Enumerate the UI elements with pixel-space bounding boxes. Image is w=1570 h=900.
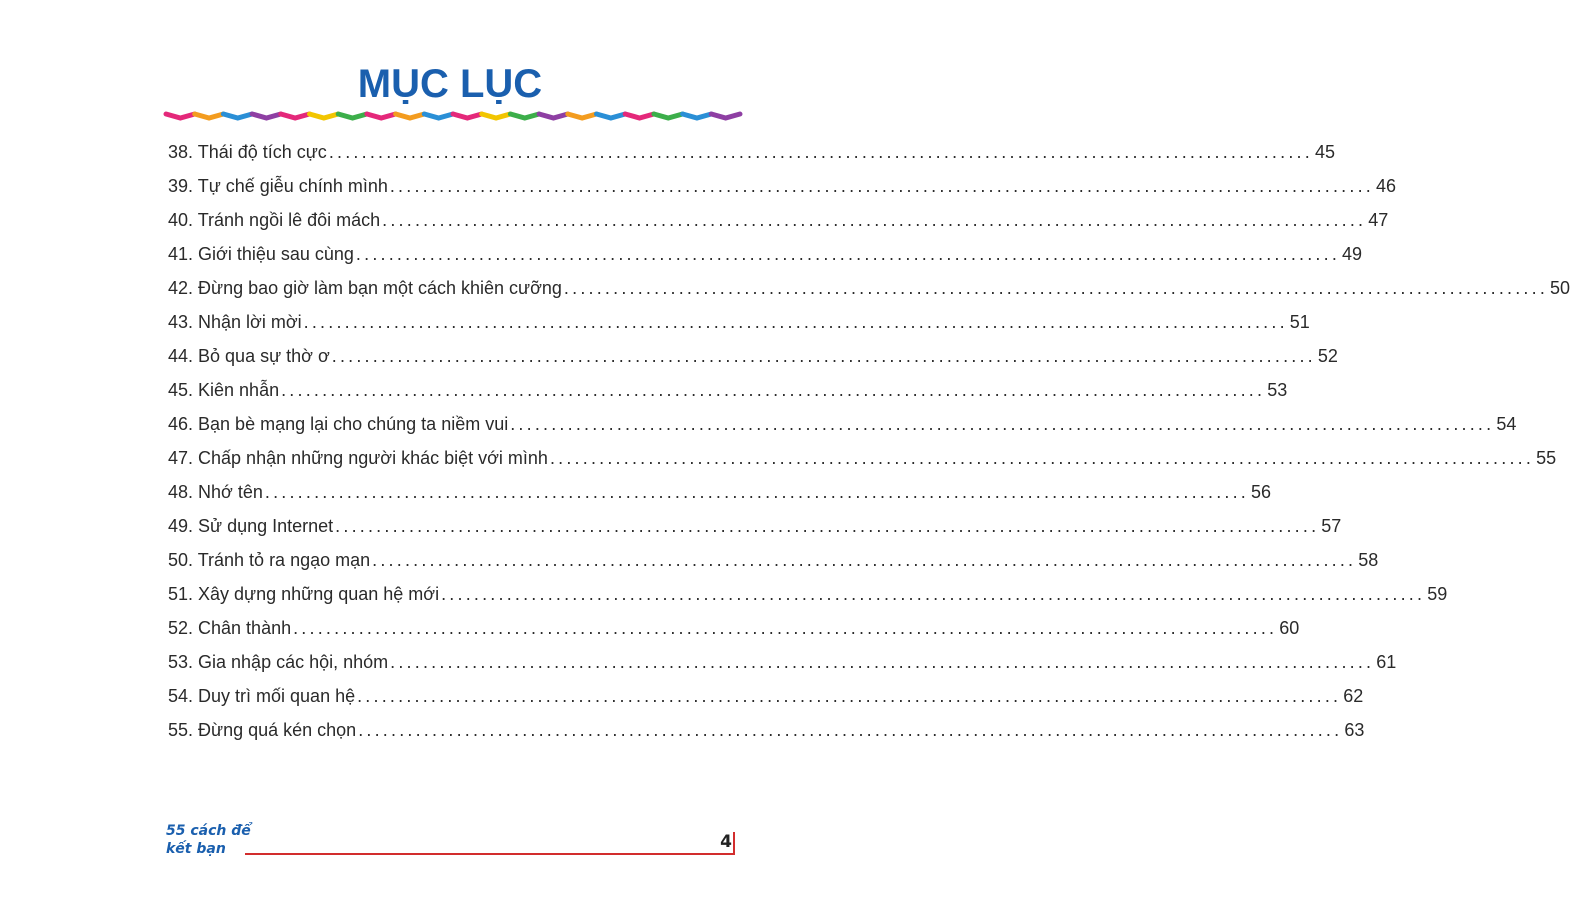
toc-entry-label: 42. Đừng bao giờ làm bạn một cách khiên cưỡng — [168, 278, 562, 298]
toc-entry-page: 51 — [1289, 312, 1310, 332]
toc-entry — [168, 516, 1342, 550]
book-title-line-2: kết bạn — [166, 841, 226, 857]
table-of-contents — [168, 142, 1570, 754]
stripe-segment — [539, 114, 568, 118]
stripe-segment — [711, 114, 740, 118]
toc-leader-dots: ........................................................................................................................ — [331, 346, 1316, 366]
footer-rule-vertical — [733, 832, 735, 855]
toc-entry — [168, 550, 1379, 584]
toc-entry — [168, 618, 1300, 652]
stripe-segment — [568, 114, 597, 118]
toc-entry-label: 47. Chấp nhận những người khác biệt với mình — [168, 448, 548, 468]
toc-entry-page: 53 — [1267, 380, 1288, 400]
toc-entry — [168, 244, 1363, 278]
page-number: 4 — [720, 832, 732, 852]
toc-entry-page: 52 — [1317, 346, 1338, 366]
toc-leader-dots: ........................................................................................................................ — [382, 210, 1367, 230]
toc-entry — [168, 414, 1517, 448]
stripe-segment — [510, 114, 539, 118]
toc-entry — [168, 448, 1557, 482]
toc-entry — [168, 652, 1397, 686]
footer-rule — [245, 853, 733, 855]
toc-entry-label: 54. Duy trì mối quan hệ — [168, 686, 356, 706]
toc-entry-label: 45. Kiên nhẫn — [168, 380, 280, 400]
toc-entry-label: 43. Nhận lời mời — [168, 312, 302, 332]
toc-leader-dots: ........................................................................................................................ — [303, 312, 1288, 332]
decorative-zigzag-stripe — [166, 108, 740, 124]
toc-leader-dots: ........................................................................................................................ — [358, 720, 1343, 740]
toc-leader-dots: ........................................................................................................................ — [441, 584, 1426, 604]
toc-entry-page: 45 — [1314, 142, 1335, 162]
toc-entry-page: 60 — [1279, 618, 1300, 638]
toc-leader-dots: ........................................................................................................................ — [328, 142, 1313, 162]
stripe-segment — [252, 114, 281, 118]
toc-leader-dots: ........................................................................................................................ — [549, 448, 1535, 468]
toc-entry-page: 61 — [1376, 652, 1397, 672]
toc-entry — [168, 482, 1272, 516]
toc-entry-label: 39. Tự chế giễu chính mình — [168, 176, 388, 196]
toc-leader-dots: ........................................................................................................................ — [357, 686, 1342, 706]
toc-entry-page: 57 — [1321, 516, 1342, 536]
toc-leader-dots: ........................................................................................................................ — [293, 618, 1278, 638]
toc-leader-dots: ........................................................................................................................ — [563, 278, 1549, 298]
toc-entry-page: 50 — [1550, 278, 1570, 298]
stripe-segment — [683, 114, 712, 118]
toc-entry-page: 56 — [1251, 482, 1272, 502]
toc-leader-dots: ........................................................................................................................ — [264, 482, 1249, 502]
book-title-line-1: 55 cách để — [166, 823, 251, 839]
toc-entry-label: 55. Đừng quá kén chọn — [168, 720, 357, 740]
toc-entry-page: 46 — [1375, 176, 1397, 196]
toc-entry-page: 54 — [1496, 414, 1517, 434]
stripe-segment — [166, 114, 195, 118]
toc-leader-dots: ........................................................................................................................ — [510, 414, 1495, 434]
toc-entry-page: 49 — [1342, 244, 1363, 264]
page-title: MỤC LỤC — [357, 62, 543, 106]
toc-entry-page: 47 — [1368, 210, 1389, 230]
toc-leader-dots: ........................................................................................................................ — [335, 516, 1320, 536]
toc-entry-page: 63 — [1344, 720, 1365, 740]
toc-entry-label: 40. Tránh ngồi lê đôi mách — [168, 210, 381, 230]
stripe-segment — [396, 114, 425, 118]
toc-entry — [168, 346, 1338, 380]
toc-leader-dots: ........................................................................................................................ — [389, 176, 1374, 196]
toc-entry-label: 50. Tránh tỏ ra ngạo mạn — [168, 550, 371, 570]
stripe-segment — [367, 114, 396, 118]
toc-entry — [168, 278, 1570, 312]
toc-entry — [168, 176, 1397, 210]
stripe-segment — [424, 114, 453, 118]
toc-entry-page: 62 — [1343, 686, 1364, 706]
stripe-segment — [223, 114, 252, 118]
stripe-segment — [195, 114, 224, 118]
toc-entry-label: 44. Bỏ qua sự thờ ơ — [168, 346, 330, 366]
toc-leader-dots: ........................................................................................................................ — [390, 652, 1375, 672]
stripe-segment — [453, 114, 482, 118]
toc-entry-label: 41. Giới thiệu sau cùng — [168, 244, 354, 264]
toc-entry — [168, 210, 1389, 244]
book-title — [166, 822, 256, 858]
toc-entry — [168, 142, 1335, 176]
stripe-segment — [281, 114, 310, 118]
toc-entry-label: 48. Nhớ tên — [168, 482, 263, 502]
toc-entry-label: 53. Gia nhập các hội, nhóm — [168, 652, 389, 672]
stripe-segment — [625, 114, 654, 118]
toc-entry-page: 58 — [1358, 550, 1379, 570]
toc-entry — [168, 686, 1364, 720]
toc-entry — [168, 720, 1365, 754]
toc-entry-label: 38. Thái độ tích cực — [168, 142, 327, 162]
toc-entry-label: 46. Bạn bè mạng lại cho chúng ta niềm vui — [168, 414, 509, 434]
toc-leader-dots: ........................................................................................................................ — [281, 380, 1266, 400]
toc-entry — [168, 312, 1310, 346]
toc-entry-page: 59 — [1427, 584, 1448, 604]
stripe-segment — [338, 114, 367, 118]
toc-leader-dots: ........................................................................................................................ — [372, 550, 1357, 570]
toc-entry-label: 49. Sử dụng Internet — [168, 516, 334, 536]
toc-leader-dots: ........................................................................................................................ — [355, 244, 1341, 264]
toc-entry-label: 51. Xây dựng những quan hệ mới — [168, 584, 440, 604]
toc-entry — [168, 380, 1288, 414]
toc-entry-page: 55 — [1536, 448, 1557, 468]
toc-entry-label: 52. Chân thành — [168, 618, 292, 638]
stripe-segment — [482, 114, 511, 118]
stripe-segment — [310, 114, 339, 118]
stripe-segment — [597, 114, 626, 118]
stripe-segment — [654, 114, 683, 118]
toc-entry — [168, 584, 1448, 618]
